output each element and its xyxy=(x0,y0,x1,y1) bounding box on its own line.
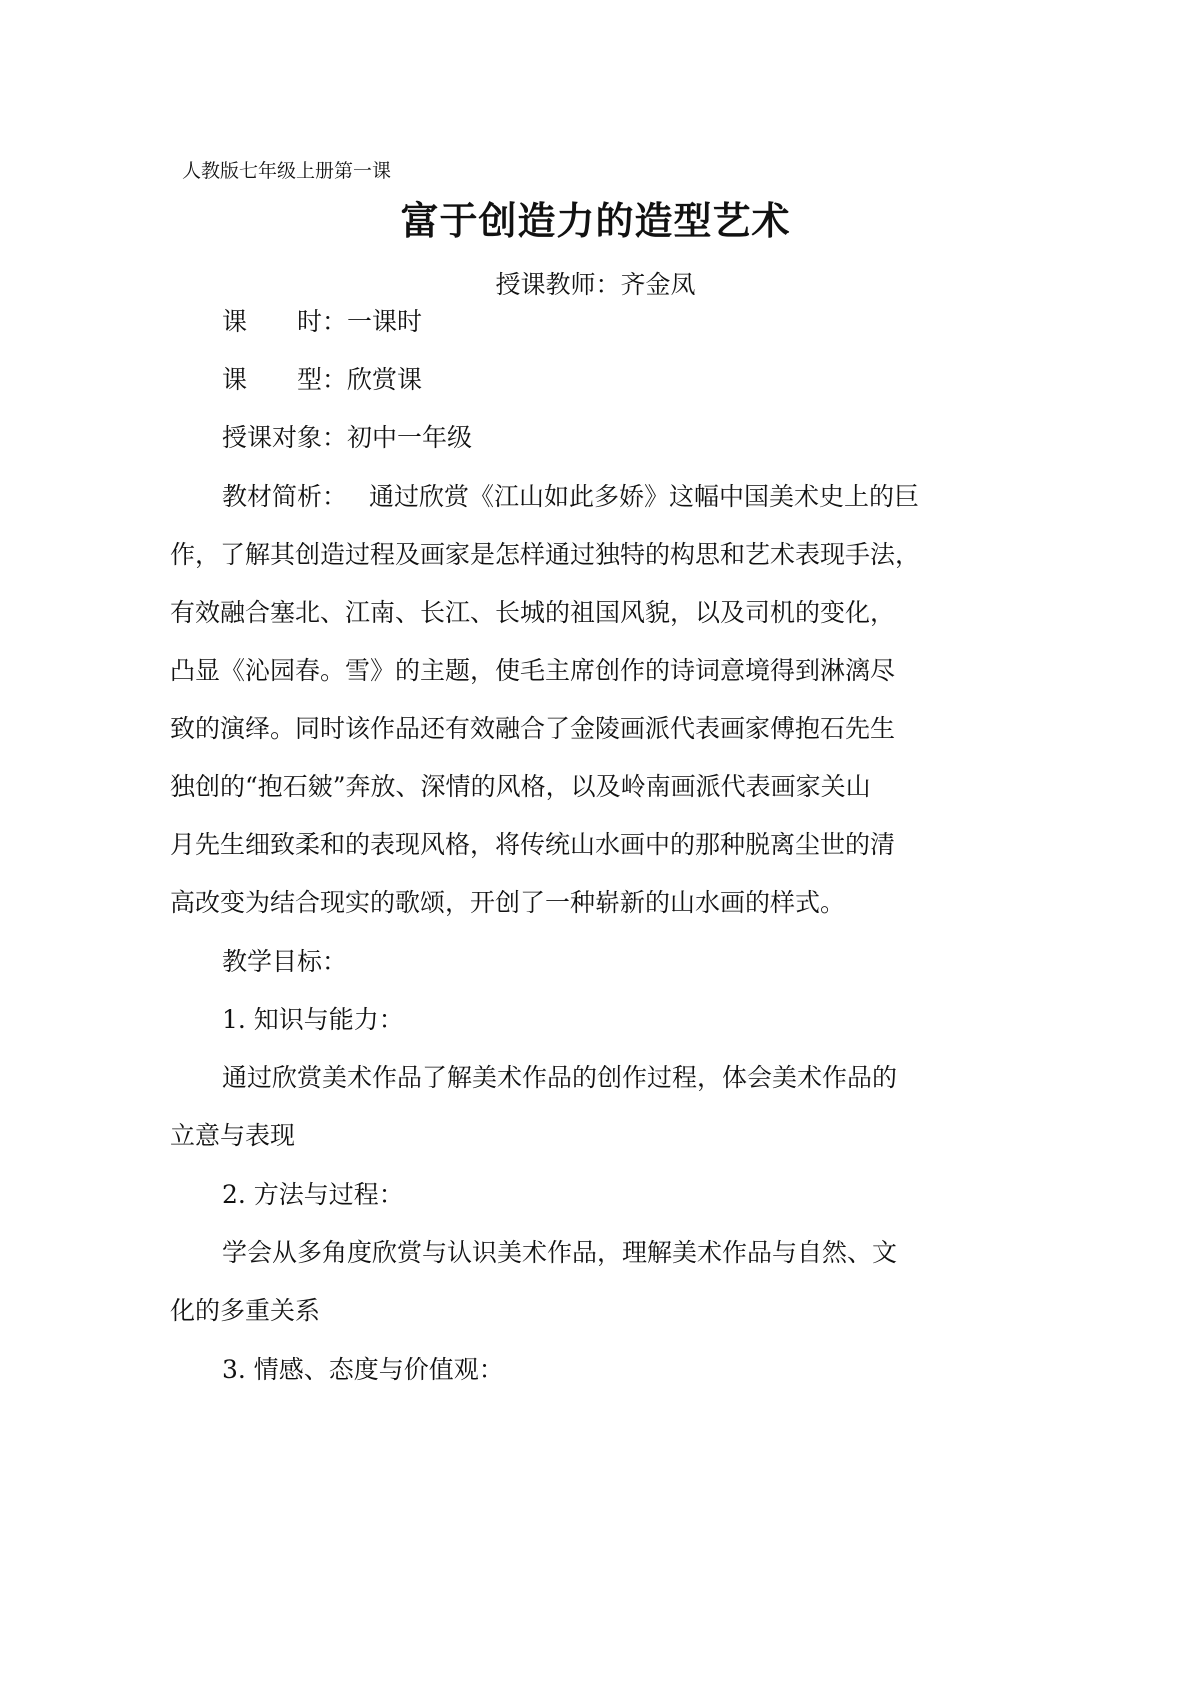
analysis-label: 教材简析： xyxy=(222,482,348,511)
analysis-line: 通过欣赏《江山如此多娇》这幅中国美术史上的巨 xyxy=(369,482,920,511)
course-info: 人教版七年级上册第一课 xyxy=(182,160,392,182)
teacher-line: 授课教师：齐金凤 xyxy=(495,270,696,299)
field-type-value: 欣赏课 xyxy=(347,365,423,394)
field-period-label-1: 课 xyxy=(222,307,248,336)
field-audience xyxy=(222,421,472,455)
analysis-line: 致的演绎。同时该作品还有效融合了金陵画派代表画家傅抱石先生 xyxy=(170,714,896,743)
field-type xyxy=(222,363,422,397)
analysis-line: 高改变为结合现实的歌颂，开创了一种崭新的山水画的样式。 xyxy=(170,888,846,917)
field-period-label-2: 时： xyxy=(297,307,348,336)
analysis-line: 凸显《沁园春。雪》的主题，使毛主席创作的诗词意境得到淋漓尽 xyxy=(170,656,896,685)
analysis-first-line xyxy=(222,480,919,514)
goal-2-line: 化的多重关系 xyxy=(170,1296,321,1325)
analysis-line: 作，了解其创造过程及画家是怎样通过独特的构思和艺术表现手法， xyxy=(170,540,921,569)
analysis-line: 月先生细致柔和的表现风格，将传统山水画中的那种脱离尘世的清 xyxy=(170,830,896,859)
goal-1-line: 立意与表现 xyxy=(170,1121,296,1150)
analysis-line: 独创的“抱石皴”奔放、深情的风格，以及岭南画派代表画家关山 xyxy=(170,772,871,801)
goal-3-heading: 3. 情感、态度与价值观： xyxy=(222,1355,504,1384)
field-type-label-2: 型： xyxy=(297,365,348,394)
goal-2-line: 学会从多角度欣赏与认识美术作品，理解美术作品与自然、文 xyxy=(222,1238,898,1267)
goal-1-line: 通过欣赏美术作品了解美术作品的创作过程，体会美术作品的 xyxy=(222,1063,898,1092)
page-title: 富于创造力的造型艺术 xyxy=(400,199,791,243)
analysis-line: 有效融合塞北、江南、长江、长城的祖国风貌，以及司机的变化， xyxy=(170,598,896,627)
field-period-value: 一课时 xyxy=(347,307,423,336)
field-audience-label: 授课对象： xyxy=(222,423,348,452)
goal-1-heading: 1. 知识与能力： xyxy=(222,1005,404,1034)
goals-heading: 教学目标： xyxy=(222,947,348,976)
field-audience-value: 初中一年级 xyxy=(347,423,473,452)
goal-2-heading: 2. 方法与过程： xyxy=(222,1180,404,1209)
field-period xyxy=(222,305,422,339)
field-type-label-1: 课 xyxy=(222,365,248,394)
